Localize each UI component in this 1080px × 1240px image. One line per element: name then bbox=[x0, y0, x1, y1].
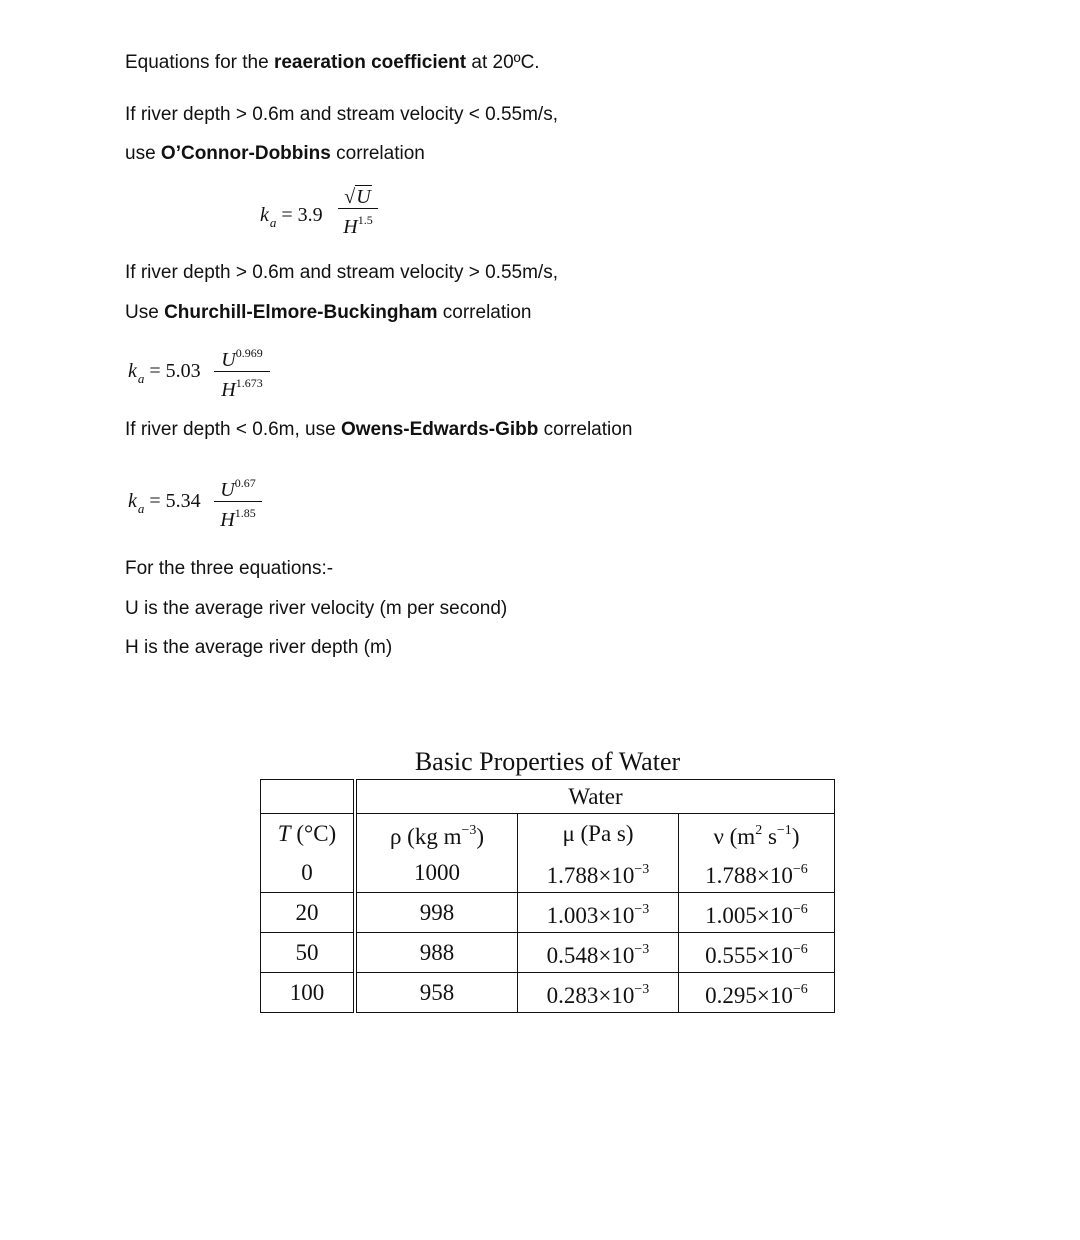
table-row bbox=[261, 893, 835, 933]
cell-mu bbox=[518, 973, 679, 1013]
case3-condition: If river depth < 0.6m, use bbox=[125, 419, 341, 440]
cell-nu bbox=[679, 893, 835, 933]
cell-mu-base: 0.283×10 bbox=[546, 983, 635, 1008]
eq1-fraction bbox=[338, 186, 378, 238]
eq2-num-var: U bbox=[221, 349, 236, 371]
eq1-k: k bbox=[260, 204, 269, 226]
notes-h-definition: H is the average river depth (m) bbox=[125, 637, 393, 658]
col-header-density-sup: −3 bbox=[461, 823, 477, 838]
case2-method-line bbox=[125, 302, 532, 324]
col-header-kv-sup2: −1 bbox=[776, 823, 792, 838]
cell-t: 50 bbox=[261, 933, 356, 973]
eq2-den-exp: 1.673 bbox=[235, 376, 263, 390]
eq2-den-var: H bbox=[221, 379, 236, 401]
eq3-equals: = 5.34 bbox=[149, 490, 201, 512]
cell-t: 0 bbox=[261, 853, 356, 893]
col-header-viscosity: μ (Pa s) bbox=[518, 814, 679, 854]
col-header-kinematic-viscosity bbox=[679, 814, 835, 854]
case3-use-suffix: correlation bbox=[538, 419, 633, 440]
eq2-k: k bbox=[128, 360, 137, 382]
intro-line bbox=[125, 52, 540, 74]
equation-churchill bbox=[128, 342, 278, 402]
equation-oconnor-dobbins bbox=[260, 186, 390, 246]
cell-mu-base: 1.788×10 bbox=[546, 863, 635, 888]
eq3-den-var: H bbox=[220, 509, 235, 531]
intro-prefix: Equations for the bbox=[125, 52, 274, 73]
eq2-fraction bbox=[214, 342, 270, 401]
col-header-kv-sup: 2 bbox=[755, 823, 763, 838]
notes-heading: For the three equations:- bbox=[125, 558, 334, 579]
intro-bold: reaeration coefficient bbox=[273, 52, 467, 73]
col-header-density-tail: ) bbox=[476, 824, 485, 849]
table-header-row bbox=[261, 814, 835, 854]
equation-owens-edwards-gibb bbox=[128, 472, 278, 532]
cell-nu-exp: −6 bbox=[792, 902, 808, 917]
case2-use-suffix: correlation bbox=[437, 302, 532, 323]
eq3-fraction bbox=[214, 472, 262, 531]
table-row bbox=[261, 973, 835, 1013]
eq2-equals: = 5.03 bbox=[149, 360, 201, 382]
cell-rho: 988 bbox=[355, 933, 518, 973]
cell-rho: 998 bbox=[355, 893, 518, 933]
cell-t: 100 bbox=[261, 973, 356, 1013]
table-row bbox=[261, 933, 835, 973]
case2-condition: If river depth > 0.6m and stream velocity > 0.55m/s, bbox=[125, 262, 558, 283]
case2-use-prefix: Use bbox=[125, 302, 165, 323]
eq1-equals: = 3.9 bbox=[281, 204, 323, 226]
water-properties-table bbox=[260, 779, 835, 1013]
case1-condition: If river depth > 0.6m and stream velocity < 0.55m/s, bbox=[125, 104, 558, 125]
eq1-sub: a bbox=[269, 215, 277, 230]
col-header-kv-tail: ) bbox=[791, 824, 800, 849]
cell-mu bbox=[518, 853, 679, 893]
cell-nu bbox=[679, 933, 835, 973]
case3-line bbox=[125, 419, 632, 441]
cell-mu-exp: −3 bbox=[634, 902, 650, 917]
eq1-num-var: U bbox=[356, 186, 371, 208]
case2-method: Churchill-Elmore-Buckingham bbox=[164, 302, 438, 323]
cell-nu bbox=[679, 853, 835, 893]
sqrt-symbol: √U bbox=[344, 186, 371, 208]
table-corner-cell bbox=[261, 780, 356, 814]
table-group-row bbox=[261, 780, 835, 814]
col-header-kv-base: ν (m bbox=[713, 824, 756, 849]
cell-mu-base: 0.548×10 bbox=[546, 943, 635, 968]
eq2-sub: a bbox=[137, 371, 145, 386]
case1-use-prefix: use bbox=[125, 143, 161, 164]
cell-nu-base: 1.788×10 bbox=[705, 863, 793, 888]
eq3-num-exp: 0.67 bbox=[234, 476, 256, 490]
cell-nu-base: 0.555×10 bbox=[705, 943, 793, 968]
col-header-temperature: T (°C) bbox=[261, 814, 356, 854]
col-header-kv-mid: s bbox=[762, 824, 777, 849]
notes-u-definition: U is the average river velocity (m per second) bbox=[125, 598, 508, 619]
cell-mu-exp: −3 bbox=[634, 942, 650, 957]
cell-nu bbox=[679, 973, 835, 1013]
case1-use-suffix: correlation bbox=[330, 143, 425, 164]
eq2-num-exp: 0.969 bbox=[235, 346, 263, 360]
col-header-density bbox=[355, 814, 518, 854]
case3-method: Owens-Edwards-Gibb bbox=[340, 419, 539, 440]
eq1-den-exp: 1.5 bbox=[357, 213, 373, 227]
cell-t: 20 bbox=[261, 893, 356, 933]
eq3-num-var: U bbox=[220, 479, 235, 501]
cell-nu-exp: −6 bbox=[792, 982, 808, 997]
eq1-den-var: H bbox=[343, 216, 358, 238]
case1-method: O’Connor-Dobbins bbox=[160, 143, 331, 164]
cell-mu-exp: −3 bbox=[634, 982, 650, 997]
cell-rho: 958 bbox=[355, 973, 518, 1013]
intro-suffix: at 20ºC. bbox=[466, 52, 540, 73]
eq3-den-exp: 1.85 bbox=[234, 506, 256, 520]
cell-nu-exp: −6 bbox=[792, 942, 808, 957]
cell-mu-exp: −3 bbox=[634, 862, 650, 877]
table-row bbox=[261, 853, 835, 893]
cell-mu bbox=[518, 893, 679, 933]
cell-mu bbox=[518, 933, 679, 973]
cell-mu-base: 1.003×10 bbox=[546, 903, 635, 928]
case1-method-line bbox=[125, 143, 425, 165]
table-group-header: Water bbox=[568, 784, 623, 809]
eq3-sub: a bbox=[137, 501, 145, 516]
cell-rho: 1000 bbox=[355, 853, 518, 893]
table-title: Basic Properties of Water bbox=[414, 747, 681, 776]
cell-nu-exp: −6 bbox=[792, 862, 808, 877]
eq3-k: k bbox=[128, 490, 137, 512]
cell-nu-base: 0.295×10 bbox=[705, 983, 793, 1008]
cell-nu-base: 1.005×10 bbox=[705, 903, 793, 928]
col-header-density-base: ρ (kg m bbox=[389, 824, 462, 849]
